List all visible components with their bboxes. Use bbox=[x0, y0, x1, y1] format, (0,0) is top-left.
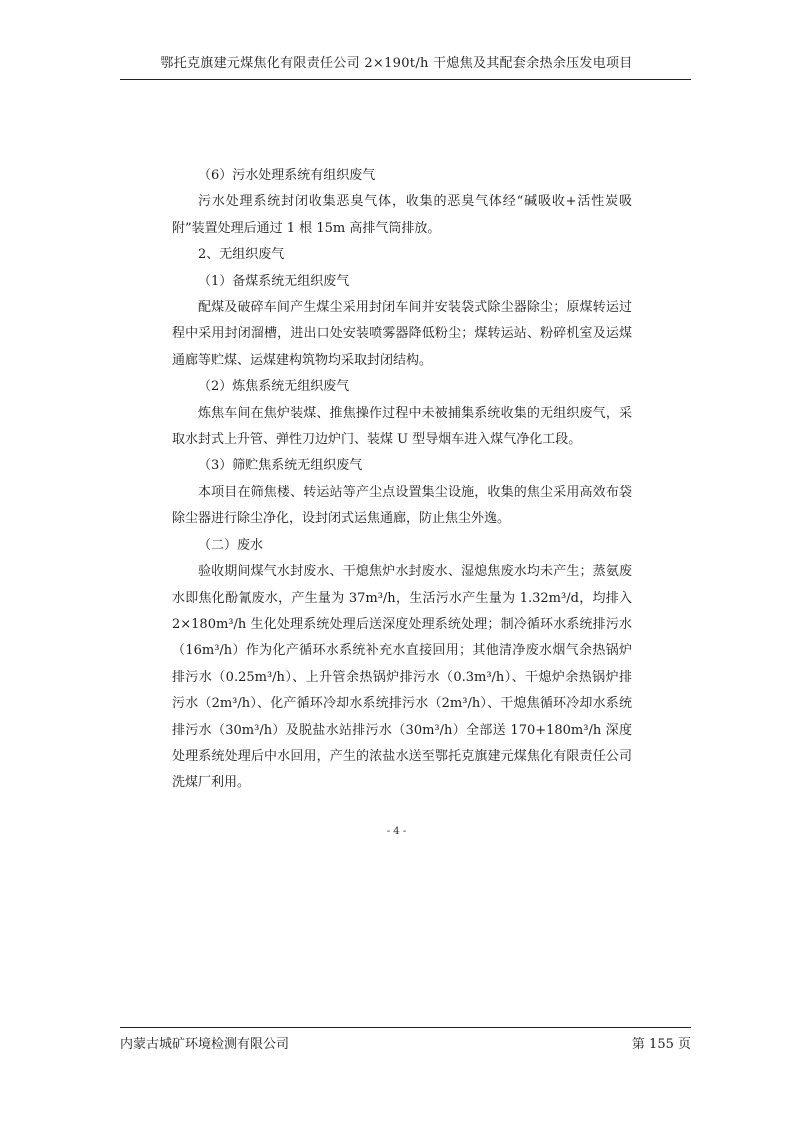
section-heading: （6）污水处理系统有组织废气 bbox=[198, 168, 376, 183]
section-heading: （1）备煤系统无组织废气 bbox=[198, 273, 350, 289]
section-heading: （3）筛贮焦系统无组织废气 bbox=[198, 458, 363, 474]
page-header-title: 鄂托克旗建元煤焦化有限责任公司 2×190t/h 干熄焦及其配套余热余压发电项目 bbox=[160, 56, 633, 71]
paragraph: 配煤及破碎车间产生煤尘采用封闭车间并安装袋式除尘器除尘；原煤转运过程中采用封闭溜槽，进出口处安装喷雾器降低粉尘；煤转运站、粉碎机室及运煤通廊等贮煤、运煤建构筑物均采取封闭结构。 bbox=[172, 300, 632, 368]
footer-divider bbox=[120, 1027, 691, 1028]
paragraph: 验收期间煤气水封废水、干熄焦炉水封废水、湿熄焦废水均未产生；蒸氨废水即焦化酚氰废水，产生量为 37m³/h，生活污水产生量为 1.32m³/d，均排入 2×180m³/h 生化处理系统处理后送深度处理系统处理；制冷循环水系统排污水（16m³/h）作为化产循环水系统补充水直接回用；其他清净废水烟气余热锅炉排污水（0.25m³/h）、上升管余热锅炉排污水（0.3m³/h）、干熄炉余热锅炉排污水（2m³/h）、化产循环冷却水系统排污水（2m³/h）、干熄焦循环冷却水系统排污水（30m³/h）及脱盐水站排污水（30m³/h）全部送 170+180m³/h 深度处理系统处理后中水回用，产生的浓盐水送至鄂托克旗建元煤焦化有限责任公司洗煤厂利用。 bbox=[172, 564, 632, 791]
section-heading: 2、无组织废气 bbox=[198, 247, 285, 263]
inner-page-number: - 4 - bbox=[386, 826, 407, 837]
paragraph: 污水处理系统封闭收集恶臭气体，收集的恶臭气体经“碱吸收+活性炭吸附”装置处理后通过 1 根 15m 高排气筒排放。 bbox=[172, 194, 632, 236]
paragraph: 本项目在筛焦楼、转运站等产尘点设置集尘设施，收集的焦尘采用高效布袋除尘器进行除尘净化，设封闭式运焦通廊，防止焦尘外逸。 bbox=[172, 484, 632, 527]
document-body bbox=[172, 163, 632, 797]
section-heading: （二）废水 bbox=[198, 537, 264, 553]
paragraph: 炼焦车间在焦炉装煤、推焦操作过程中未被捕集系统收集的无组织废气，采取水封式上升管、弹性刀边炉门、装煤 U 型导烟车进入煤气净化工段。 bbox=[172, 405, 632, 448]
header-divider bbox=[120, 79, 691, 80]
section-heading: （2）炼焦系统无组织废气 bbox=[198, 379, 350, 395]
footer-company: 内蒙古城矿环境检测有限公司 bbox=[120, 1037, 290, 1052]
footer-page-label: 第 155 页 bbox=[631, 1037, 691, 1052]
